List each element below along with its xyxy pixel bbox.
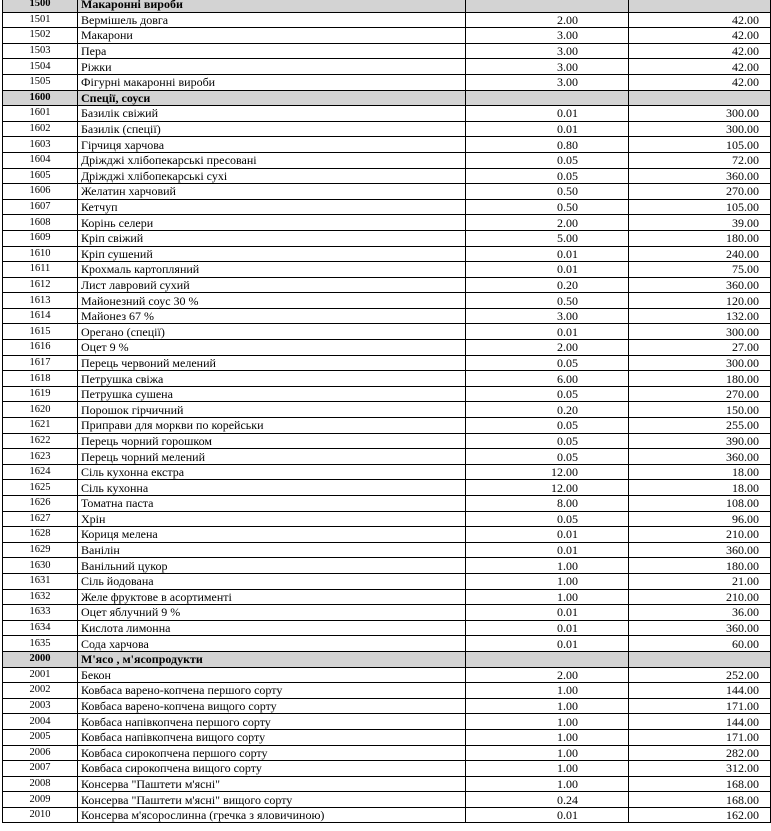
- name-cell: Петрушка свіжа: [78, 371, 466, 387]
- price-cell: 36.00: [629, 605, 771, 621]
- table-row: [3, 605, 771, 621]
- qty-cell: 0.01: [466, 262, 629, 278]
- name-cell: Гірчиця харчова: [78, 137, 466, 153]
- code-cell: 1621: [3, 418, 78, 434]
- name-cell: Вермішель довга: [78, 12, 466, 28]
- code-cell: 2004: [3, 714, 78, 730]
- price-cell: 150.00: [629, 402, 771, 418]
- name-cell: Кріп сушений: [78, 246, 466, 262]
- name-cell: Макаронні вироби: [78, 0, 466, 12]
- qty-cell: 2.00: [466, 12, 629, 28]
- qty-cell: [466, 651, 629, 667]
- table-row: [3, 620, 771, 636]
- price-cell: 42.00: [629, 74, 771, 90]
- code-cell: 1627: [3, 511, 78, 527]
- table-row: [3, 589, 771, 605]
- code-cell: 2001: [3, 667, 78, 683]
- price-cell: 21.00: [629, 573, 771, 589]
- price-cell: 144.00: [629, 714, 771, 730]
- qty-cell: 2.00: [466, 667, 629, 683]
- table-row: [3, 511, 771, 527]
- price-cell: 27.00: [629, 340, 771, 356]
- qty-cell: 2.00: [466, 215, 629, 231]
- code-cell: 1500: [3, 0, 78, 12]
- table-row: [3, 729, 771, 745]
- code-cell: 1502: [3, 28, 78, 44]
- code-cell: 1618: [3, 371, 78, 387]
- price-cell: 105.00: [629, 199, 771, 215]
- name-cell: Дріжджі хлібопекарські сухі: [78, 168, 466, 184]
- qty-cell: 1.00: [466, 745, 629, 761]
- name-cell: Ковбаса напівкопчена вищого сорту: [78, 729, 466, 745]
- code-cell: 2003: [3, 698, 78, 714]
- qty-cell: 0.05: [466, 449, 629, 465]
- code-cell: 1623: [3, 449, 78, 465]
- qty-cell: 0.01: [466, 542, 629, 558]
- price-cell: 42.00: [629, 59, 771, 75]
- code-cell: 1504: [3, 59, 78, 75]
- code-cell: 1612: [3, 277, 78, 293]
- name-cell: Консерва "Паштети м'ясні": [78, 776, 466, 792]
- price-cell: [629, 651, 771, 667]
- qty-cell: 0.01: [466, 527, 629, 543]
- price-cell: 105.00: [629, 137, 771, 153]
- price-cell: 360.00: [629, 449, 771, 465]
- name-cell: Хрін: [78, 511, 466, 527]
- price-cell: 42.00: [629, 28, 771, 44]
- name-cell: Макарони: [78, 28, 466, 44]
- price-cell: 144.00: [629, 683, 771, 699]
- table-row: [3, 745, 771, 761]
- price-cell: 108.00: [629, 496, 771, 512]
- name-cell: Майонезний соус 30 %: [78, 293, 466, 309]
- qty-cell: 0.05: [466, 433, 629, 449]
- qty-cell: [466, 90, 629, 106]
- price-cell: 210.00: [629, 527, 771, 543]
- code-cell: 1632: [3, 589, 78, 605]
- name-cell: Ванілін: [78, 542, 466, 558]
- name-cell: Ковбаса сирокопчена вищого сорту: [78, 761, 466, 777]
- name-cell: Крохмаль картопляний: [78, 262, 466, 278]
- code-cell: 1505: [3, 74, 78, 90]
- code-cell: 1635: [3, 636, 78, 652]
- table-row: [3, 527, 771, 543]
- table-row: [3, 215, 771, 231]
- table-row: [3, 74, 771, 90]
- price-cell: 312.00: [629, 761, 771, 777]
- name-cell: Желе фруктове в асортименті: [78, 589, 466, 605]
- price-cell: 210.00: [629, 589, 771, 605]
- price-cell: 180.00: [629, 371, 771, 387]
- qty-cell: 3.00: [466, 28, 629, 44]
- price-cell: 252.00: [629, 667, 771, 683]
- code-cell: 2006: [3, 745, 78, 761]
- table-row: [3, 246, 771, 262]
- qty-cell: 0.80: [466, 137, 629, 153]
- price-cell: 18.00: [629, 480, 771, 496]
- qty-cell: 0.01: [466, 620, 629, 636]
- name-cell: Фігурні макаронні вироби: [78, 74, 466, 90]
- qty-cell: 0.01: [466, 807, 629, 823]
- name-cell: Томатна паста: [78, 496, 466, 512]
- table-row: [3, 277, 771, 293]
- name-cell: Корінь селери: [78, 215, 466, 231]
- qty-cell: 0.05: [466, 355, 629, 371]
- qty-cell: 0.01: [466, 246, 629, 262]
- table-row: [3, 12, 771, 28]
- table-row: [3, 807, 771, 823]
- code-cell: 1610: [3, 246, 78, 262]
- price-cell: 360.00: [629, 620, 771, 636]
- name-cell: Спеції, соуси: [78, 90, 466, 106]
- code-cell: 1630: [3, 558, 78, 574]
- table-row: [3, 308, 771, 324]
- qty-cell: 1.00: [466, 698, 629, 714]
- qty-cell: 0.05: [466, 511, 629, 527]
- qty-cell: 0.01: [466, 121, 629, 137]
- name-cell: М'ясо , м'ясопродукти: [78, 651, 466, 667]
- qty-cell: 1.00: [466, 714, 629, 730]
- table-row: [3, 698, 771, 714]
- qty-cell: 0.50: [466, 184, 629, 200]
- code-cell: 1633: [3, 605, 78, 621]
- name-cell: Сіль кухонна: [78, 480, 466, 496]
- name-cell: Кислота лимонна: [78, 620, 466, 636]
- price-cell: 255.00: [629, 418, 771, 434]
- table-row: [3, 573, 771, 589]
- code-cell: 1617: [3, 355, 78, 371]
- code-cell: 1629: [3, 542, 78, 558]
- price-cell: 270.00: [629, 184, 771, 200]
- qty-cell: [466, 0, 629, 12]
- code-cell: 1608: [3, 215, 78, 231]
- price-cell: 120.00: [629, 293, 771, 309]
- code-cell: 1628: [3, 527, 78, 543]
- qty-cell: 0.01: [466, 324, 629, 340]
- price-cell: 300.00: [629, 106, 771, 122]
- code-cell: 1626: [3, 496, 78, 512]
- qty-cell: 1.00: [466, 558, 629, 574]
- name-cell: Кріп свіжий: [78, 230, 466, 246]
- price-cell: 60.00: [629, 636, 771, 652]
- code-cell: 1607: [3, 199, 78, 215]
- table-row: [3, 230, 771, 246]
- price-cell: 18.00: [629, 464, 771, 480]
- code-cell: 1501: [3, 12, 78, 28]
- code-cell: 1614: [3, 308, 78, 324]
- table-row: [3, 402, 771, 418]
- code-cell: 1602: [3, 121, 78, 137]
- table-row: [3, 776, 771, 792]
- code-cell: 2000: [3, 651, 78, 667]
- table-row: [3, 761, 771, 777]
- table-row: [3, 168, 771, 184]
- name-cell: Базилік свіжий: [78, 106, 466, 122]
- table-row: [3, 152, 771, 168]
- price-cell: 39.00: [629, 215, 771, 231]
- table-row: [3, 683, 771, 699]
- table-row: [3, 137, 771, 153]
- name-cell: Приправи для моркви по корейськи: [78, 418, 466, 434]
- table-row: [3, 714, 771, 730]
- table-row: [3, 418, 771, 434]
- qty-cell: 1.00: [466, 683, 629, 699]
- qty-cell: 3.00: [466, 43, 629, 59]
- price-cell: 132.00: [629, 308, 771, 324]
- qty-cell: 0.24: [466, 792, 629, 808]
- name-cell: Перець червоний мелений: [78, 355, 466, 371]
- price-cell: 171.00: [629, 698, 771, 714]
- name-cell: Орегано (спеції): [78, 324, 466, 340]
- qty-cell: 0.05: [466, 152, 629, 168]
- price-cell: 162.00: [629, 807, 771, 823]
- price-cell: 360.00: [629, 168, 771, 184]
- code-cell: 1622: [3, 433, 78, 449]
- table-row: [3, 667, 771, 683]
- name-cell: Петрушка сушена: [78, 386, 466, 402]
- qty-cell: 12.00: [466, 464, 629, 480]
- price-cell: 360.00: [629, 542, 771, 558]
- code-cell: 1619: [3, 386, 78, 402]
- code-cell: 1609: [3, 230, 78, 246]
- code-cell: 1613: [3, 293, 78, 309]
- table-row: [3, 184, 771, 200]
- table-row: [3, 121, 771, 137]
- price-cell: 300.00: [629, 355, 771, 371]
- qty-cell: 0.50: [466, 199, 629, 215]
- price-table: [2, 0, 771, 823]
- price-cell: 300.00: [629, 324, 771, 340]
- name-cell: Порошок гірчичний: [78, 402, 466, 418]
- code-cell: 2010: [3, 807, 78, 823]
- category-row: [3, 90, 771, 106]
- qty-cell: 1.00: [466, 729, 629, 745]
- qty-cell: 0.05: [466, 386, 629, 402]
- table-row: [3, 433, 771, 449]
- price-cell: 42.00: [629, 12, 771, 28]
- name-cell: Перець чорний горошком: [78, 433, 466, 449]
- code-cell: 2008: [3, 776, 78, 792]
- qty-cell: 0.01: [466, 636, 629, 652]
- price-cell: 75.00: [629, 262, 771, 278]
- table-row: [3, 59, 771, 75]
- name-cell: Ковбаса напівкопчена першого сорту: [78, 714, 466, 730]
- name-cell: Перець чорний мелений: [78, 449, 466, 465]
- table-row: [3, 293, 771, 309]
- code-cell: 1620: [3, 402, 78, 418]
- code-cell: 2009: [3, 792, 78, 808]
- qty-cell: 0.20: [466, 277, 629, 293]
- code-cell: 1634: [3, 620, 78, 636]
- category-row: [3, 0, 771, 12]
- table-row: [3, 792, 771, 808]
- qty-cell: 0.50: [466, 293, 629, 309]
- table-row: [3, 449, 771, 465]
- table-row: [3, 464, 771, 480]
- name-cell: Ковбаса сирокопчена першого сорту: [78, 745, 466, 761]
- qty-cell: 6.00: [466, 371, 629, 387]
- table-row: [3, 262, 771, 278]
- price-cell: 270.00: [629, 386, 771, 402]
- qty-cell: 12.00: [466, 480, 629, 496]
- code-cell: 1615: [3, 324, 78, 340]
- name-cell: Сіль кухонна екстра: [78, 464, 466, 480]
- qty-cell: 5.00: [466, 230, 629, 246]
- name-cell: Бекон: [78, 667, 466, 683]
- table-row: [3, 636, 771, 652]
- code-cell: 1606: [3, 184, 78, 200]
- name-cell: Желатин харчовий: [78, 184, 466, 200]
- name-cell: Консерва м'ясорослинна (гречка з яловичиною): [78, 807, 466, 823]
- code-cell: 1624: [3, 464, 78, 480]
- code-cell: 1503: [3, 43, 78, 59]
- code-cell: 2005: [3, 729, 78, 745]
- table-row: [3, 496, 771, 512]
- price-cell: 168.00: [629, 792, 771, 808]
- code-cell: 1631: [3, 573, 78, 589]
- qty-cell: 1.00: [466, 776, 629, 792]
- table-row: [3, 386, 771, 402]
- name-cell: Оцет 9 %: [78, 340, 466, 356]
- qty-cell: 3.00: [466, 59, 629, 75]
- category-row: [3, 651, 771, 667]
- price-cell: 282.00: [629, 745, 771, 761]
- name-cell: Ріжки: [78, 59, 466, 75]
- price-cell: 72.00: [629, 152, 771, 168]
- qty-cell: 0.05: [466, 168, 629, 184]
- qty-cell: 1.00: [466, 573, 629, 589]
- price-cell: 300.00: [629, 121, 771, 137]
- price-cell: 390.00: [629, 433, 771, 449]
- price-cell: [629, 90, 771, 106]
- price-table-body: [3, 0, 771, 823]
- qty-cell: 2.00: [466, 340, 629, 356]
- qty-cell: 0.01: [466, 605, 629, 621]
- table-row: [3, 106, 771, 122]
- name-cell: Ковбаса варено-копчена першого сорту: [78, 683, 466, 699]
- price-cell: 171.00: [629, 729, 771, 745]
- qty-cell: 8.00: [466, 496, 629, 512]
- price-cell: 360.00: [629, 277, 771, 293]
- table-row: [3, 558, 771, 574]
- table-row: [3, 355, 771, 371]
- code-cell: 2007: [3, 761, 78, 777]
- table-row: [3, 43, 771, 59]
- qty-cell: 1.00: [466, 589, 629, 605]
- qty-cell: 0.01: [466, 106, 629, 122]
- price-cell: 168.00: [629, 776, 771, 792]
- name-cell: Дріжджі хлібопекарські пресовані: [78, 152, 466, 168]
- code-cell: 1604: [3, 152, 78, 168]
- qty-cell: 1.00: [466, 761, 629, 777]
- price-cell: 42.00: [629, 43, 771, 59]
- table-row: [3, 199, 771, 215]
- qty-cell: 3.00: [466, 308, 629, 324]
- price-cell: 180.00: [629, 558, 771, 574]
- code-cell: 2002: [3, 683, 78, 699]
- code-cell: 1616: [3, 340, 78, 356]
- qty-cell: 0.05: [466, 418, 629, 434]
- name-cell: Оцет яблучний 9 %: [78, 605, 466, 621]
- price-cell: 180.00: [629, 230, 771, 246]
- code-cell: 1611: [3, 262, 78, 278]
- name-cell: Ковбаса варено-копчена вищого сорту: [78, 698, 466, 714]
- name-cell: Консерва "Паштети м'ясні" вищого сорту: [78, 792, 466, 808]
- qty-cell: 3.00: [466, 74, 629, 90]
- name-cell: Кориця мелена: [78, 527, 466, 543]
- table-row: [3, 371, 771, 387]
- table-row: [3, 480, 771, 496]
- code-cell: 1625: [3, 480, 78, 496]
- code-cell: 1603: [3, 137, 78, 153]
- price-cell: [629, 0, 771, 12]
- code-cell: 1601: [3, 106, 78, 122]
- name-cell: Пера: [78, 43, 466, 59]
- table-row: [3, 324, 771, 340]
- table-row: [3, 542, 771, 558]
- code-cell: 1600: [3, 90, 78, 106]
- table-row: [3, 28, 771, 44]
- name-cell: Базилік (спеції): [78, 121, 466, 137]
- name-cell: Майонез 67 %: [78, 308, 466, 324]
- name-cell: Лист лавровий сухий: [78, 277, 466, 293]
- name-cell: Сода харчова: [78, 636, 466, 652]
- name-cell: Ванільний цукор: [78, 558, 466, 574]
- code-cell: 1605: [3, 168, 78, 184]
- table-row: [3, 340, 771, 356]
- price-cell: 240.00: [629, 246, 771, 262]
- price-cell: 96.00: [629, 511, 771, 527]
- name-cell: Сіль йодована: [78, 573, 466, 589]
- name-cell: Кетчуп: [78, 199, 466, 215]
- qty-cell: 0.20: [466, 402, 629, 418]
